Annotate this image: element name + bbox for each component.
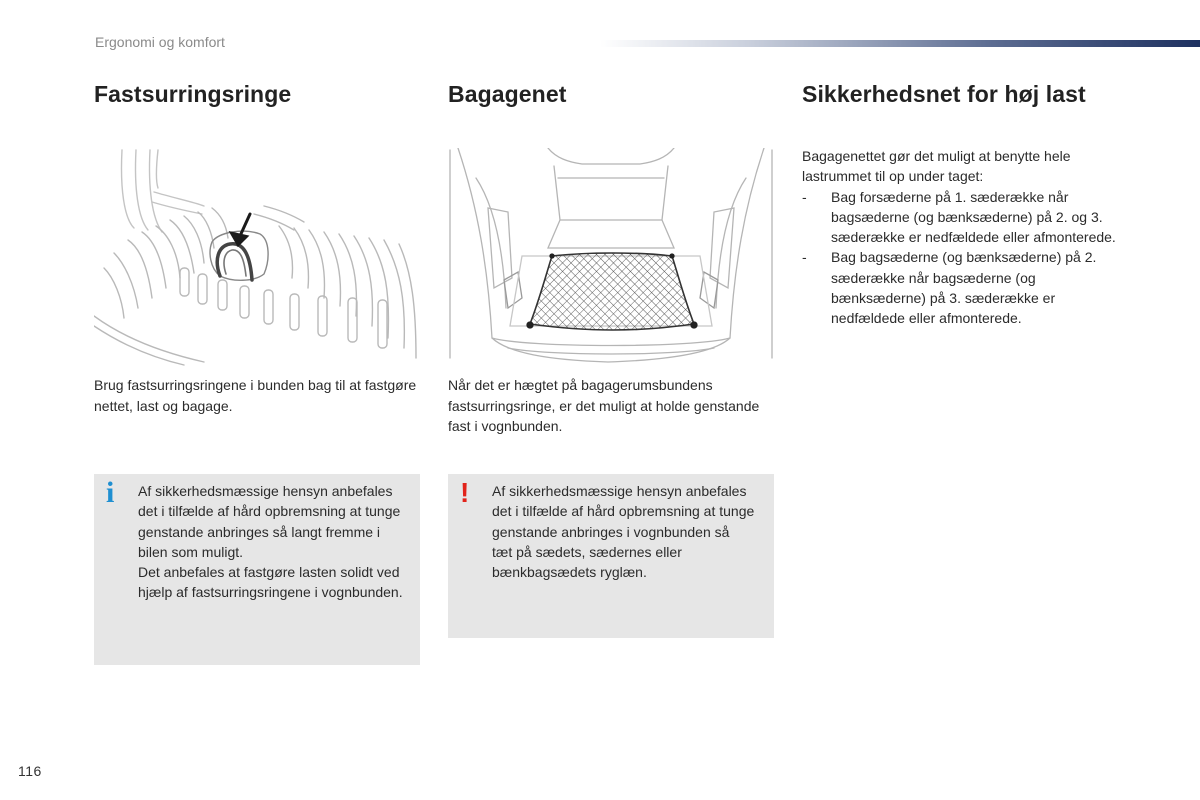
high-load-net-body xyxy=(802,146,1132,329)
column-tie-down-rings xyxy=(94,82,420,107)
list-item-text: Bag forsæderne på 1. sæderække når bagsæderne (og bænksæderne) på 2. og 3. sæderække er nedfældede eller afmonterede. xyxy=(831,188,1116,246)
warning-note-text: tæt på sædets, sædernes eller bænkbagsædets ryglæn. xyxy=(492,543,682,581)
column-high-load-net xyxy=(802,82,1102,107)
heading-luggage-net: Bagagenet xyxy=(448,81,567,107)
list-item-text: Bag bagsæderne (og bænksæderne) på 2. sæderække når bagsæderne (og bænksæderne) på 3. sæderække er nedfældede eller afmonterede. xyxy=(831,249,1097,327)
tie-down-ring-illustration xyxy=(94,148,420,366)
caption-tie-down-rings: Brug fastsurringsringene i bunden bag til at fastgøre nettet, last og bagage. xyxy=(94,377,417,414)
heading-high-load-net: Sikkerhedsnet for høj last xyxy=(802,81,1086,107)
info-icon: i xyxy=(106,476,115,509)
warning-note-box xyxy=(448,474,774,638)
list-item xyxy=(802,247,1132,328)
list-dash: - xyxy=(802,249,807,266)
info-note-text: Af sikkerhedsmæssige hensyn anbefales det i tilfælde af hård opbremsning at tunge genstande anbringes så langt fremme i bilen som muligt. xyxy=(138,483,401,560)
info-note-box xyxy=(94,474,420,665)
warning-icon: ! xyxy=(460,477,470,508)
list-item xyxy=(802,187,1132,248)
section-title: Ergonomi og komfort xyxy=(95,34,225,50)
info-note-text: Det anbefales at fastgøre lasten solidt ved hjælp af fastsurringsringene i vognbunden. xyxy=(138,564,403,601)
header-gradient-bar xyxy=(600,40,1200,47)
page-number: 116 xyxy=(18,763,42,779)
heading-tie-down-rings: Fastsurringsringe xyxy=(94,81,292,107)
high-load-net-list xyxy=(802,187,1132,329)
high-load-net-intro: Bagagenettet gør det muligt at benytte hele lastrummet til op under taget: xyxy=(802,148,1071,185)
list-dash: - xyxy=(802,188,807,205)
luggage-net-illustration xyxy=(448,148,774,366)
warning-note-text: Af sikkerhedsmæssige hensyn anbefales det i tilfælde af hård opbremsning at tunge genstande anbringes i vognbunden så xyxy=(492,483,755,540)
caption-luggage-net: Når det er hægtet på bagagerumsbundens fastsurringsringe, er det muligt at holde genstande fast i vognbunden. xyxy=(448,377,760,434)
column-luggage-net xyxy=(448,82,774,107)
